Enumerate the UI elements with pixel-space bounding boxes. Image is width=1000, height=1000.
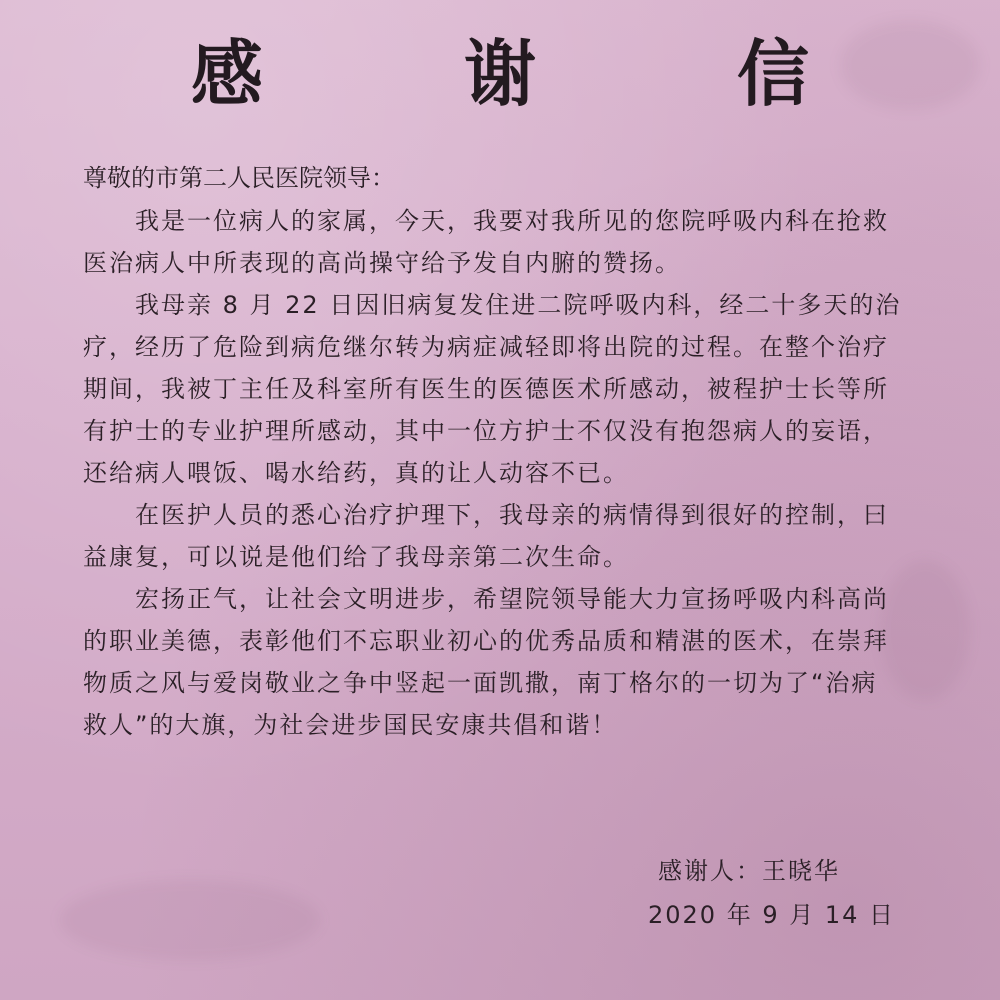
letter-salutation: 尊敬的市第二人民医院领导： [83,164,395,192]
letter-body [83,200,903,746]
letter-title: 感 谢 信 [190,31,898,116]
letter-paragraph-2: 我母亲 8 月 22 日因旧病复发住进二院呼吸内科，经二十多天的治疗，经历了危险到病危继尔转为病症减轻即将出院的过程。在整个治疗期间，我被丁主任及科室所有医生的医德医术所感动，被程护士长等所有护士的专业护理所感动，其中一位方护士不仅没有抱怨病人的妄语，还给病人喂饭、喝水给药，真的让人动容不已。 [83,291,902,487]
paper-stain [60,880,320,960]
letter-paragraph-4: 宏扬正气，让社会文明进步，希望院领导能大力宣扬呼吸内科高尚的职业美德，表彰他们不忘职业初心的优秀品质和精湛的医术，在崇拜物质之风与爱岗敬业之争中竖起一面凯撒，南丁格尔的一切为了“治病救人”的大旗，为社会进步国民安康共倡和谐！ [83,585,889,739]
letter-date: 2020 年 9 月 14 日 [648,901,896,929]
letter-paragraph-1: 我是一位病人的家属，今天，我要对我所见的您院呼吸内科在抢救医治病人中所表现的高尚操守给予发自内腑的赞扬。 [83,207,889,277]
letter-signer: 感谢人：王晓华 [658,857,840,885]
letter-paragraph-3: 在医护人员的悉心治疗护理下，我母亲的病情得到很好的控制，曰益康复，可以说是他们给了我母亲第二次生命。 [83,501,889,571]
